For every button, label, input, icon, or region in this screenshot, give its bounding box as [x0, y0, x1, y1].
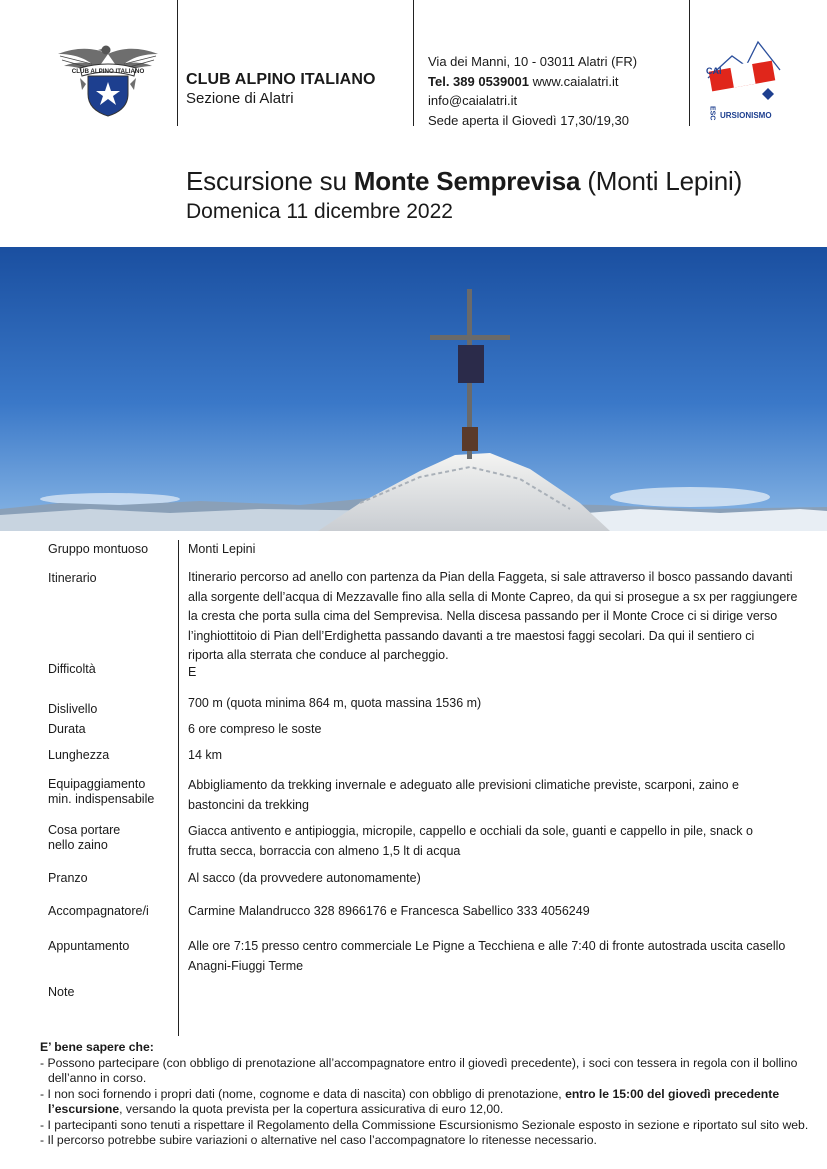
- label-gruppo: Gruppo montuoso: [48, 542, 149, 556]
- note-variations: - Il percorso potrebbe subire variazioni o alternative nel caso l’accompagnatore lo ritenesse necessario.: [40, 1133, 597, 1147]
- note-2a: - I non soci fornendo i propri dati (nome, cognome e data di nascita) con obbligo di prenotazione,: [40, 1086, 566, 1101]
- label-difficolta: Difficoltà: [48, 662, 96, 676]
- label-equipaggiamento-line: min. indispensabile: [48, 792, 155, 806]
- header-divider-1: [177, 0, 178, 126]
- equipaggiamento-line: Abbigliamento da trekking invernale e adeguato alle previsioni climatiche previste, scarponi, zaino e: [188, 778, 740, 792]
- itinerario-line: riporta alla sterrata che conduce al parcheggio.: [188, 648, 449, 662]
- itinerario-line: la cresta che porta sulla cima del Semprevisa. Nella discesa passando per il Monte Croce ci si dirige verso: [188, 609, 778, 623]
- label-equipaggiamento: [48, 777, 176, 807]
- note-1a: - Possono partecipare (con obbligo di prenotazione all’accompagnatore entro il giovedì precedente), i soci con tessera in regola con il bollino: [40, 1055, 798, 1070]
- cosa-portare-line: Giacca antivento e antipioggia, micropile, cappello e occhiali da sole, guanti e cappello in pile, snack o: [188, 824, 753, 838]
- value-appuntamento: [188, 937, 798, 976]
- cosa-portare-line: frutta secca, borraccia con almeno 1,5 lt di acqua: [188, 843, 461, 858]
- label-cosa-portare-line: Cosa portare: [48, 823, 121, 837]
- label-cosa-portare: [48, 823, 176, 853]
- value-pranzo: Al sacco (da provvedere autonomamente): [188, 871, 421, 885]
- header-divider-2: [413, 0, 414, 126]
- value-durata: 6 ore compreso le soste: [188, 722, 322, 736]
- label-note: Note: [48, 985, 75, 999]
- note-non-members: [40, 1087, 810, 1118]
- equipaggiamento-line: bastoncini da trekking: [188, 797, 309, 812]
- value-equipaggiamento: [188, 776, 798, 815]
- org-name: CLUB ALPINO ITALIANO: [186, 71, 376, 88]
- itinerario-line: alla sorgente dell’acqua di Mezzavalle fino alla sella di Monte Capreo, da qui si prosegue a sx per raggiungere: [188, 589, 798, 604]
- label-accompagnatori: Accompagnatore/i: [48, 904, 149, 918]
- event-title: [186, 166, 742, 197]
- website: www.caialatri.it: [532, 73, 619, 89]
- value-accompagnatori: Carmine Malandrucco 328 8966176 e Francesca Sabellico 333 4056249: [188, 904, 590, 918]
- label-lunghezza: Lunghezza: [48, 748, 110, 762]
- phone-website-line: [428, 72, 637, 92]
- label-pranzo: Pranzo: [48, 871, 88, 885]
- org-section: Sezione di Alatri: [186, 90, 294, 107]
- label-appuntamento: Appuntamento: [48, 939, 130, 953]
- summit-cross-photo: [0, 247, 827, 531]
- table-divider: [178, 540, 179, 1036]
- note-2c: , versando la quota prevista per la copertura assicurativa di euro 12,00.: [119, 1102, 504, 1116]
- itinerario-line: Itinerario percorso ad anello con partenza da Pian della Faggeta, si sale attraverso il bosco passando davanti: [188, 570, 793, 584]
- address: Via dei Manni, 10 - 03011 Alatri (FR): [428, 54, 638, 69]
- note-2-bold-escursione: l’escursione: [48, 1102, 120, 1116]
- cai-eagle-logo: [56, 40, 160, 118]
- note-regulation: - I partecipanti sono tenuti a rispettare il Regolamento della Commissione Escursionismo Sezionale esposto in sezione e riportato sul sito web.: [40, 1117, 809, 1132]
- email: info@caialatri.it: [428, 93, 518, 108]
- note-participation: [40, 1056, 810, 1087]
- cai-escursionismo-logo: [702, 38, 784, 124]
- value-difficolta: E: [188, 665, 197, 679]
- event-date: Domenica 11 dicembre 2022: [186, 200, 453, 223]
- esc-logo-tail: URSIONISMO: [720, 111, 772, 120]
- title-mountain: Monte Semprevisa: [353, 166, 581, 196]
- notes-title: E’ bene sapere che:: [40, 1040, 154, 1054]
- esc-logo-letters: ESC: [708, 106, 716, 121]
- value-itinerario: [188, 568, 798, 666]
- label-equipaggiamento-line: Equipaggiamento: [48, 777, 146, 791]
- esc-logo-cai: CAI: [706, 66, 722, 76]
- label-dislivello: Dislivello: [48, 702, 98, 716]
- notes-block: [40, 1040, 810, 1149]
- contact-block: [428, 52, 637, 130]
- title-prefix: Escursione su: [186, 166, 347, 196]
- logo-ribbon-text: CLUB ALPINO ITALIANO: [71, 68, 145, 75]
- label-itinerario: Itinerario: [48, 571, 97, 585]
- value-lunghezza: 14 km: [188, 748, 223, 762]
- opening-hours: Sede aperta il Giovedì 17,30/19,30: [428, 112, 629, 128]
- itinerario-line: l’inghiottitoio di Pian dell’Erdighetta passando davanti a tre maestosi faggi secolari. Da qui il sentiero ci: [188, 628, 755, 643]
- label-cosa-portare-line: nello zaino: [48, 838, 108, 852]
- title-suffix: (Monti Lepini): [587, 166, 743, 196]
- phone: Tel. 389 0539001: [428, 73, 529, 89]
- value-cosa-portare: [188, 822, 798, 861]
- header-divider-3: [689, 0, 690, 126]
- note-1b: dell’anno in corso.: [48, 1071, 147, 1085]
- label-durata: Durata: [48, 722, 86, 736]
- appuntamento-line: Anagni-Fiuggi Terme: [188, 958, 304, 973]
- value-gruppo: Monti Lepini: [188, 542, 256, 556]
- appuntamento-line: Alle ore 7:15 presso centro commerciale Le Pigne a Tecchiena e alle 7:40 di fronte autostrada uscita casello: [188, 939, 786, 953]
- note-2-bold-deadline: entro le 15:00 del giovedì precedente: [565, 1086, 780, 1101]
- value-dislivello: 700 m (quota minima 864 m, quota massina 1536 m): [188, 696, 482, 710]
